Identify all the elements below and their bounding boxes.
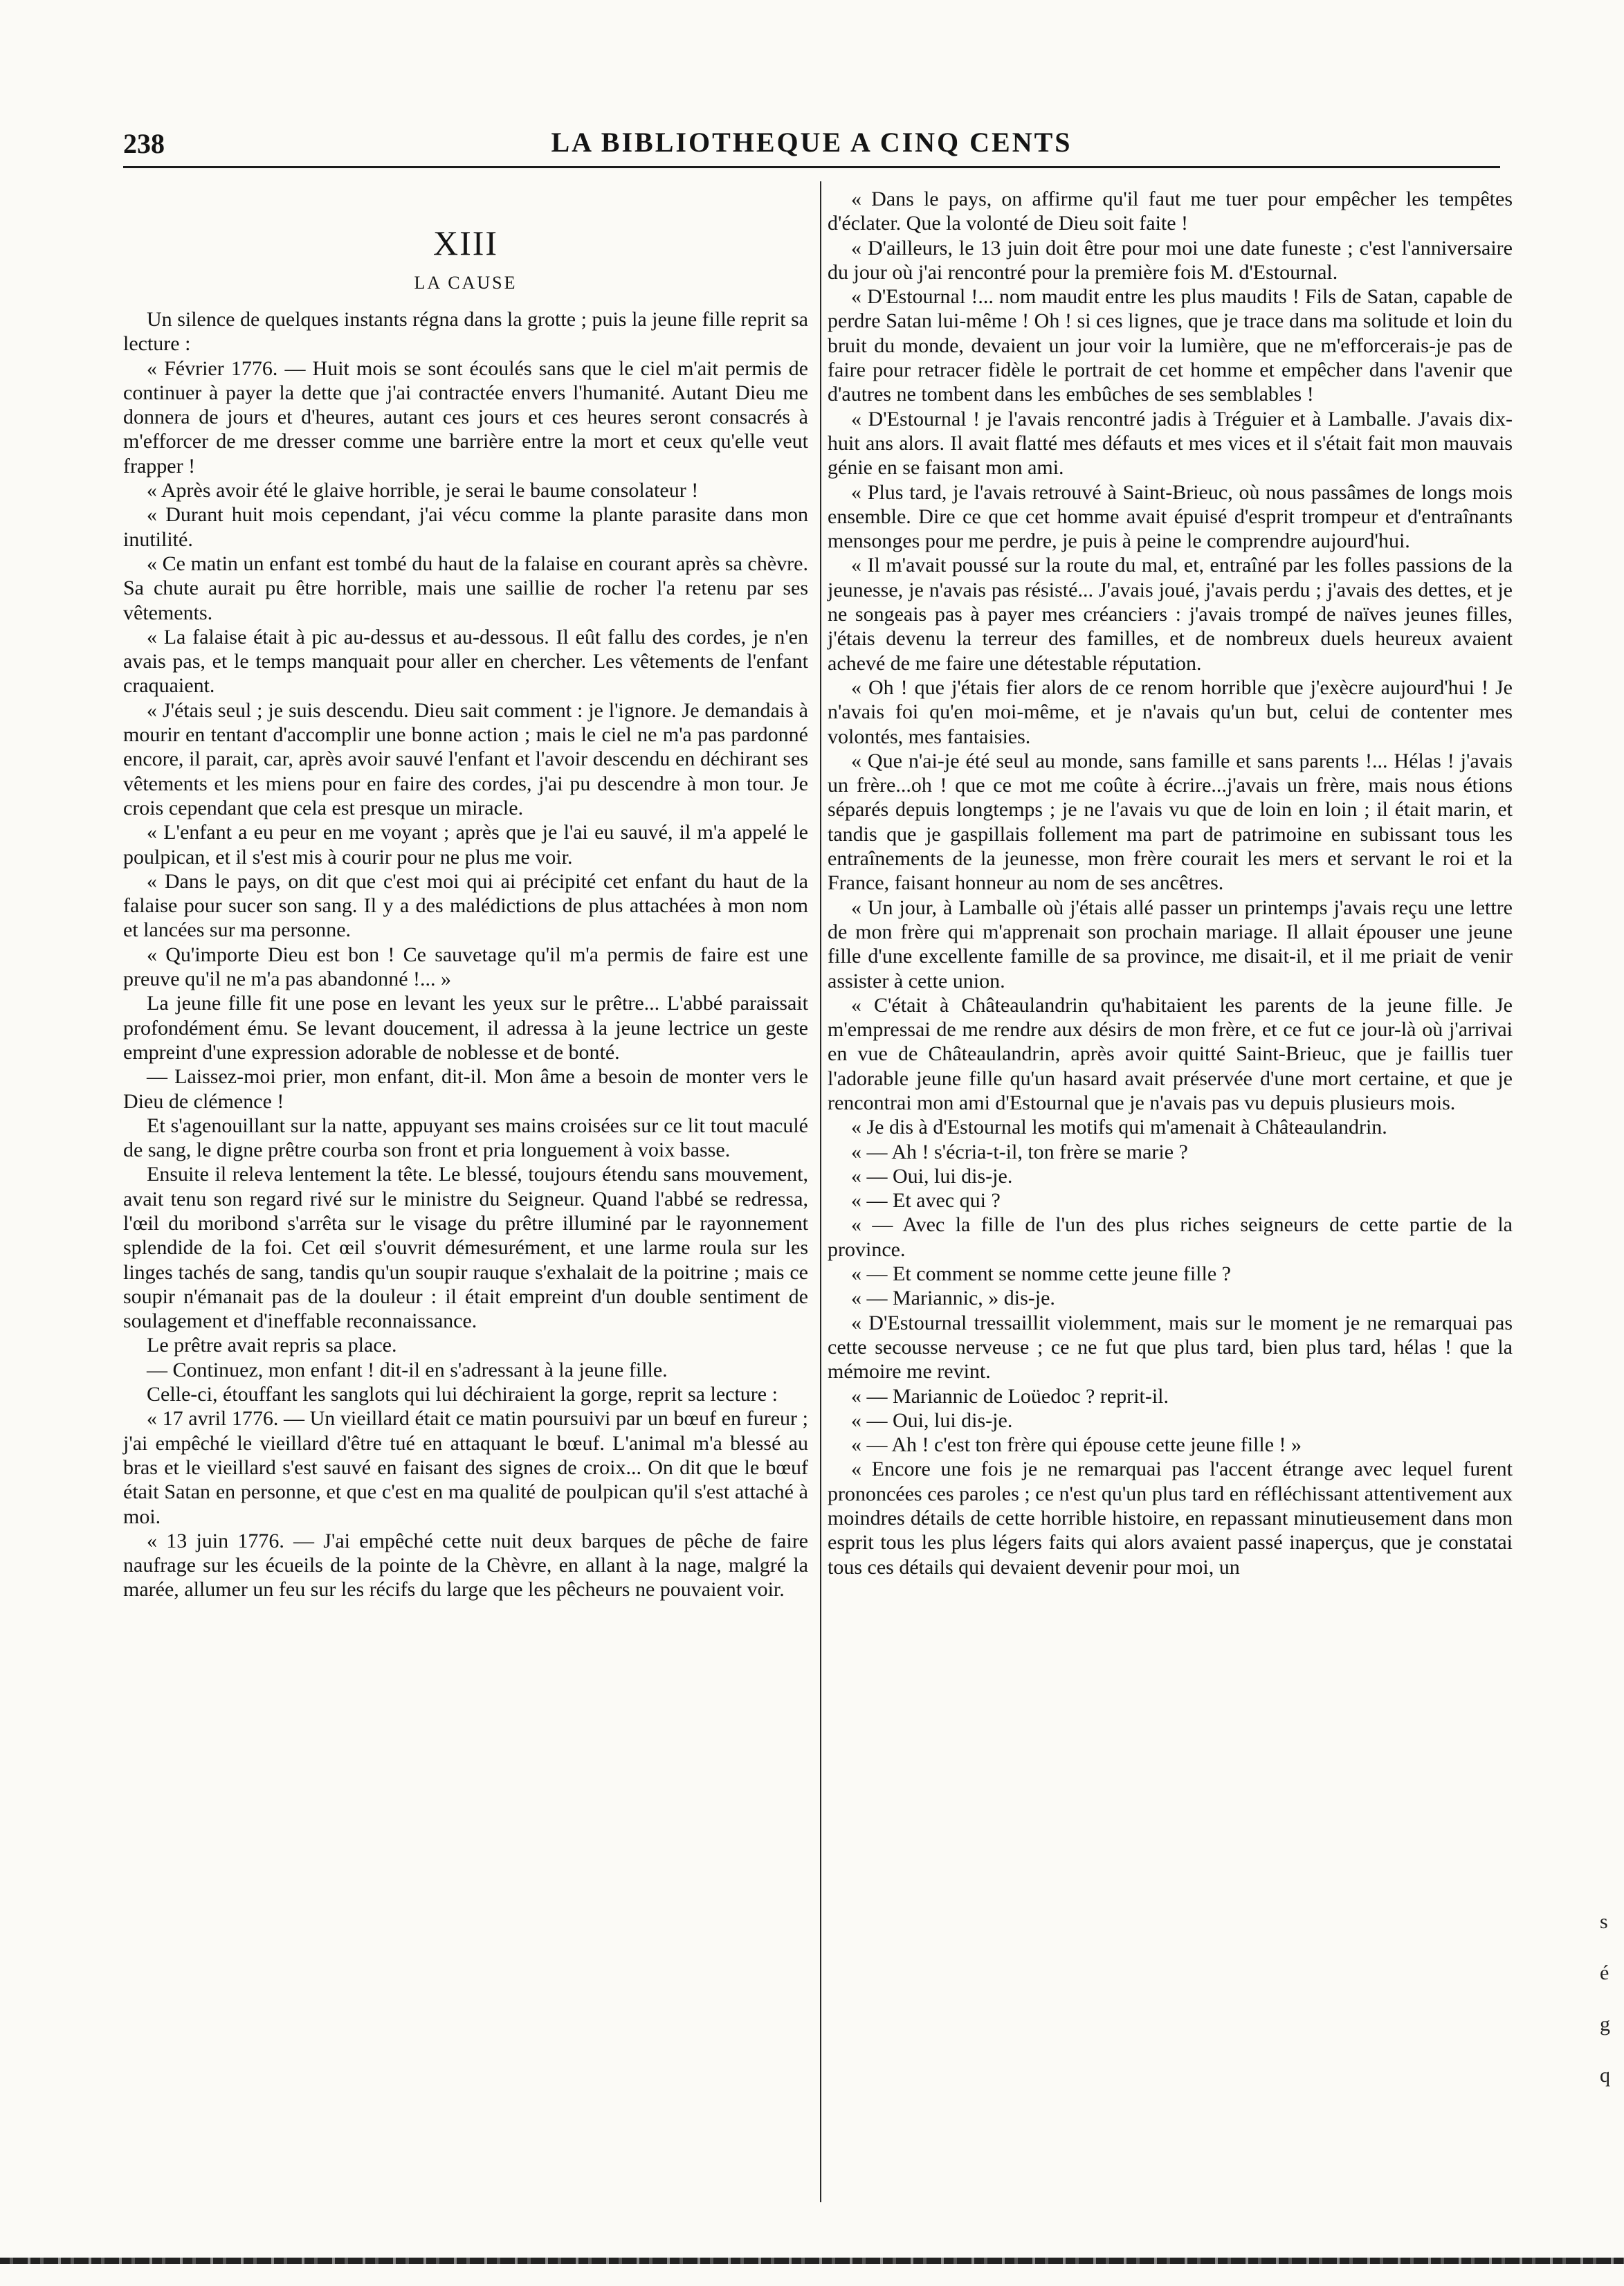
paragraph: Ensuite il releva lentement la tête. Le blessé, toujours étendu sans mouvement, avait tenu son regard rivé sur le ministre du Seigneur. Quand l'abbé se redressa, l'œil du moribond s'arrêta sur le visage du prêtre illuminé par le rayonnement splendide de la foi. Cet œil s'ouvrit démesurément, et une larme roula sur les linges tachés de sang, tandis qu'un soupir rauque s'exhalait de la poitrine ; mais ce soupir n'émanait pas de la douleur : il était empreint d'un double sentiment de soulagement et d'ineffable reconnaissance. [123, 1163, 808, 1333]
paragraph: Le prêtre avait repris sa place. [147, 1334, 397, 1357]
paragraph: « Après avoir été le glaive horrible, je serai le baume consolateur ! [147, 479, 699, 502]
paragraph: « — Oui, lui dis-je. [851, 1164, 1013, 1188]
paragraph: « — Mariannic, » dis-je. [851, 1287, 1055, 1310]
paragraph: « — Et avec qui ? [851, 1189, 1001, 1213]
paragraph: « Que n'ai-je été seul au monde, sans famille et sans parents !... Hélas ! j'avais un frère...oh ! que ce mot me coûte à écrire...j'avais un frère, mais nous étions séparés depuis longtemps ; je ne l'avais vu que de loin en loin ; il était marin, et tandis que je gaspillais follement ma part de patrimoine en subissant tous les entraînements de la jeunesse, mon frère courait les mers et servant le roi et la France, faisant honneur au nom de ses ancêtres. [828, 749, 1513, 895]
paragraph: Et s'agenouillant sur la natte, appuyant ses mains croisées sur ce lit tout maculé de sang, le digne prêtre courba son front et pria longuement à voix basse. [123, 1114, 808, 1162]
paragraph: « J'étais seul ; je suis descendu. Dieu sait comment : je l'ignore. Je demandais à mourir en tentant d'accomplir une bonne action ; mais le ciel ne m'a pas pardonné encore, il parait, car, après avoir sauvé l'enfant et l'avoir descendu en déchirant ses vêtements et les miens pour en faire des cordes, j'ai pu descendre à mon tour. Je crois cependant que cela est presque un miracle. [123, 698, 808, 819]
paragraph: « L'enfant a eu peur en me voyant ; après que je l'ai eu sauvé, il m'a appelé le poulpican, et il s'est mis à courir pour ne plus me voir. [123, 821, 808, 869]
paragraph: « — Ah ! s'écria-t-il, ton frère se marie ? [851, 1140, 1188, 1163]
paragraph: « 13 juin 1776. — J'ai empêché cette nuit deux barques de pêche de faire naufrage sur les écueils de la pointe de la Chèvre, en allant à la nage, malgré la marée, allumer un feu sur les récifs du large que les pêcheurs ne pouvaient voir. [123, 1529, 808, 1602]
running-title: LA BIBLIOTHEQUE A CINQ CENTS [551, 127, 1073, 158]
paragraph: « Oh ! que j'étais fier alors de ce renom horrible que j'exècre aujourd'hui ! Je n'avais foi qu'en moi-même, et je n'avais qu'un but, celui de contenter mes volontés, mes fantaisies. [828, 675, 1513, 748]
paragraph: La jeune fille fit une pose en levant les yeux sur le prêtre... L'abbé paraissait profondément ému. Se levant doucement, il adressa à la jeune lectrice un geste empreint d'une expression adorable de noblesse et de bonté. [123, 992, 808, 1064]
paragraph: — Laissez-moi prier, mon enfant, dit-il. Mon âme a besoin de monter vers le Dieu de clémence ! [123, 1065, 808, 1113]
paragraph: « — Et comment se nomme cette jeune fille ? [851, 1262, 1231, 1286]
paragraph: « Qu'importe Dieu est bon ! Ce sauvetage qu'il m'a permis de faire est une preuve qu'il ne m'a pas abandonné !... » [123, 943, 808, 991]
paragraph: « Ce matin un enfant est tombé du haut de la falaise en courant après sa chèvre. Sa chute aurait pu être horrible, mais une saillie de rocher l'a retenu par ses vêtements. [123, 552, 808, 624]
paragraph: « Je dis à d'Estournal les motifs qui m'amenait à Châteaulandrin. [851, 1116, 1387, 1139]
page-number: 238 [123, 128, 165, 159]
paragraph: « Dans le pays, on affirme qu'il faut me tuer pour empêcher les tempêtes d'éclater. Que la volonté de Dieu soit faite ! [828, 188, 1513, 235]
paragraph: « — Oui, lui dis-je. [851, 1408, 1013, 1432]
paragraph: « Un jour, à Lamballe où j'étais allé passer un printemps j'avais reçu une lettre de mon frère qui m'apprenait son prochain mariage. Il allait épouser une jeune fille d'une excellente famille de sa province, me disait-il, et il me priait de venir assister à cette union. [828, 896, 1513, 992]
paragraph: Celle-ci, étouffant les sanglots qui lui déchiraient la gorge, reprit sa lecture : [147, 1383, 778, 1406]
paragraph: « — Mariannic de Loüedoc ? reprit-il. [851, 1384, 1169, 1408]
header-rule [123, 166, 1500, 168]
paragraph: « Plus tard, je l'avais retrouvé à Saint-Brieuc, où nous passâmes de longs mois ensemble. Dire ce que cet homme avait épuisé d'esprit trompeur et d'entraînants mensonges pour me perdre, je puis à peine le comprendre aujourd'hui. [828, 480, 1513, 553]
page-header [123, 122, 1500, 170]
edge-mark: é [1600, 1961, 1609, 1984]
chapter-number: XIII [432, 224, 499, 262]
paragraph: « — Ah ! c'est ton frère qui épouse cette jeune fille ! » [851, 1433, 1302, 1457]
edge-mark: s [1600, 1910, 1608, 1933]
paragraph: Un silence de quelques instants régna dans la grotte ; puis la jeune fille reprit sa lecture : [123, 308, 808, 356]
paragraph: « C'était à Châteaulandrin qu'habitaient les parents de la jeune fille. Je m'empressai de me rendre aux désirs de mon frère, et ce fut ce jour-là où j'arrivai en vue de Châteaulandrin, après avoir quitté Saint-Brieuc, que je faillis tuer l'adorable jeune fille qu'un hasard avait préservée d'une mort certaine, et que je rencontrai mon ami d'Estournal que je n'avais pas vu depuis plusieurs mois. [828, 993, 1513, 1114]
paragraph: — Continuez, mon enfant ! dit-il en s'adressant à la jeune fille. [147, 1358, 668, 1381]
left-column [123, 187, 808, 1602]
column-divider [820, 181, 821, 2202]
edge-mark: q [1600, 2064, 1610, 2087]
paragraph: « Dans le pays, on dit que c'est moi qui ai précipité cet enfant du haut de la falaise pour sucer son sang. Il y a des malédictions de plus attachées à mon nom et lancées sur ma personne. [123, 869, 808, 942]
paragraph: « D'Estournal tressaillit violemment, mais sur le moment je ne remarquai pas cette secousse nerveuse ; ce ne fut que plus tard, bien plus tard, hélas ! que la mémoire me revint. [828, 1311, 1513, 1384]
paragraph: « Durant huit mois cependant, j'ai vécu comme la plante parasite dans mon inutilité. [123, 503, 808, 551]
paragraph: « Février 1776. — Huit mois se sont écoulés sans que le ciel m'ait permis de continuer à payer la dette que j'ai contractée envers l'humanité. Autant Dieu me donnera de jours et d'heures, autant ces jours et ces heures seront consacrés à m'efforcer de me dresser comme une barrière entre la mort et ceux qu'elle veut frapper ! [123, 356, 808, 478]
right-column [828, 187, 1513, 1579]
paragraph: « Encore une fois je ne remarquai pas l'accent étrange avec lequel furent prononcées ces paroles ; ce n'est qu'un plus tard en réfléchissant attentivement aux moindres détails de cette horrible histoire, en repassant minutieusement dans mon esprit tous les plus légers faits qui alors avaient passé inaperçus, que je constatai tous ces détails qui devaient devenir pour moi, un [828, 1458, 1513, 1579]
paragraph: « D'Estournal ! je l'avais rencontré jadis à Tréguier et à Lamballe. J'avais dix-huit ans alors. Il avait flatté mes défauts et mes vices et il s'était fait mon mauvais génie en se faisant mon ami. [828, 407, 1513, 480]
paragraph: « La falaise était à pic au-dessus et au-dessous. Il eût fallu des cordes, je n'en avais pas, et le temps manquait pour aller en chercher. Les vêtements de l'enfant craquaient. [123, 625, 808, 698]
chapter-title: LA CAUSE [414, 273, 518, 293]
paragraph: « D'Estournal !... nom maudit entre les plus maudits ! Fils de Satan, capable de perdre Satan lui-même ! Oh ! si ces lignes, que je trace dans ma solitude et loin du bruit du monde, devaient un jour voir la lumière, que ne m'efforcerais-je pas de faire pour retracer fidèle le portrait de cet homme et empêcher dans l'avenir que d'autres ne tombent dans les embûches de ses semblables ! [828, 285, 1513, 406]
edge-mark: g [1600, 2013, 1610, 2035]
edge-marks [1600, 1896, 1621, 2101]
paragraph: « D'ailleurs, le 13 juin doit être pour moi une date funeste ; c'est l'anniversaire du jour où j'ai rencontré pour la première fois M. d'Estournal. [828, 236, 1513, 284]
paragraph: « 17 avril 1776. — Un vieillard était ce matin poursuivi par un bœuf en fureur ; j'ai empêché le vieillard d'être tué en attaquant le bœuf. L'animal m'a blessé au bras et le vieillard s'est sauvé en faisant des signes de croix... On dit que le bœuf était Satan en personne, et que c'est en ma qualité de poulpican qu'il s'est attaché à moi. [123, 1407, 808, 1528]
bottom-rule [0, 2258, 1624, 2264]
paragraph: « — Avec la fille de l'un des plus riches seigneurs de cette partie de la province. [828, 1213, 1513, 1261]
paragraph: « Il m'avait poussé sur la route du mal, et, entraîné par les folles passions de la jeunesse, je n'avais pas résisté... J'avais joué, j'avais perdu ; j'avais des dettes, et je ne songeais pas à payer mes créanciers : j'avais trompé de naïves jeunes filles, j'étais devenu la terreur des familles, et de nombreux duels heureux avaient achevé de me faire une détestable réputation. [828, 554, 1513, 675]
